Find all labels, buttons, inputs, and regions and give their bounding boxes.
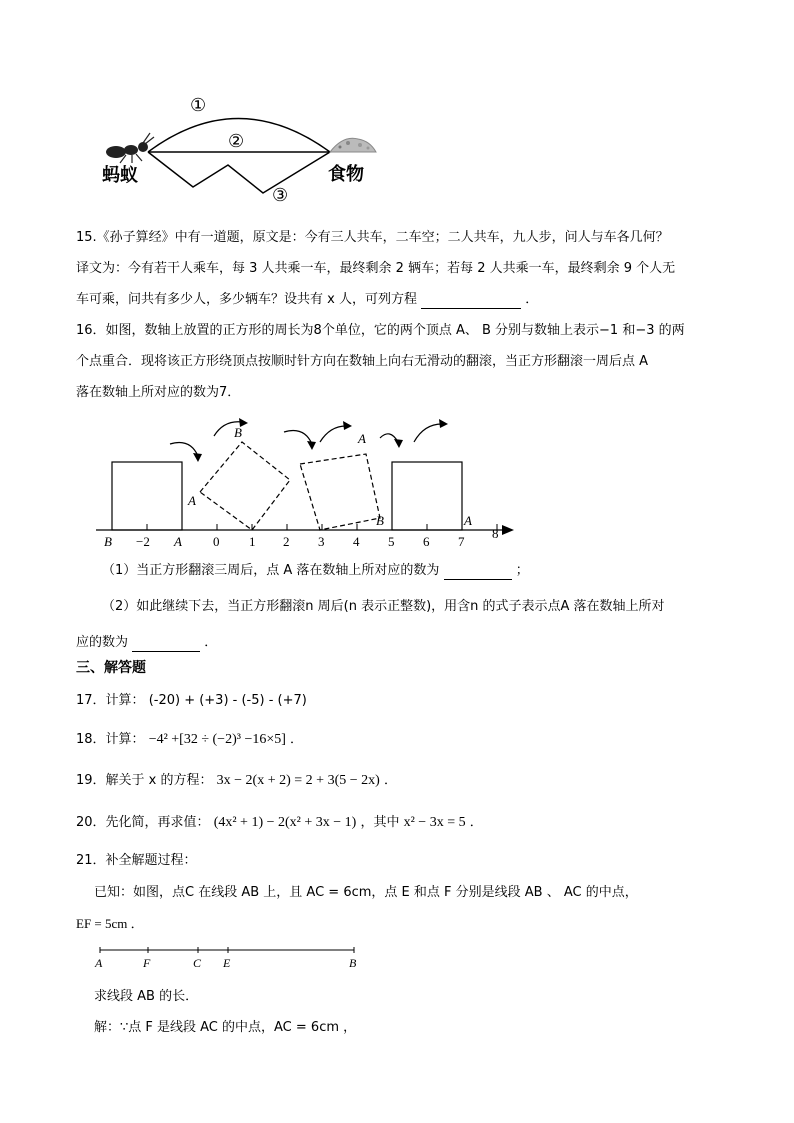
q15-answer-blank[interactable] — [421, 294, 521, 309]
seg-label-E: E — [223, 956, 231, 970]
food-pile-icon — [330, 138, 376, 152]
q18-label: 18．计算： — [76, 732, 145, 747]
q16-line1: 16．如图，数轴上放置的正方形的周长为8个单位，它的两个顶点 A、 B 分别与数轴上表示−1 和−3 的两 — [76, 323, 685, 338]
q17-label: 17．计算： — [76, 693, 145, 708]
q19 — [76, 772, 397, 790]
tick-label-0: 0 — [213, 534, 220, 549]
route-1-label: ① — [190, 95, 207, 116]
q20-mid: ，其中 — [360, 815, 400, 830]
seg-label-B: B — [349, 956, 357, 970]
square-end — [392, 462, 462, 530]
q20-end: ． — [469, 815, 483, 830]
tick-label-A: A — [174, 534, 182, 549]
q16-sub2: （2）如此继续下去，当正方形翻滚n 周后(n 表示正整数)，用含n 的式子表示点A 落在数轴上所对 — [102, 599, 665, 614]
route-2-label: ② — [228, 131, 245, 152]
tick-label-B: B — [104, 534, 112, 549]
food-label: 食物 — [328, 164, 364, 185]
q16-sub1-blank[interactable] — [444, 565, 512, 580]
q18-expr: −4² +[32 ÷ (−2)³ −16×5] — [148, 732, 286, 747]
vertex-label-A1: A — [188, 493, 196, 508]
tick-label-6: 6 — [423, 534, 430, 549]
q16-line3: 落在数轴上所对应的数为7． — [76, 385, 241, 400]
tick-label-2: 2 — [283, 534, 290, 549]
q16-sub2-blank[interactable] — [132, 637, 200, 652]
numberline-figure — [94, 418, 524, 553]
q18 — [76, 731, 303, 749]
q21-label: 21．补全解题过程： — [76, 853, 197, 868]
square-start — [112, 462, 182, 530]
q21-ask: 求线段 AB 的长． — [94, 989, 199, 1004]
ant-label: 蚂蚁 — [102, 165, 138, 186]
q16-sub2-cont — [76, 634, 217, 652]
vertex-label-A2: A — [358, 431, 366, 446]
vertex-label-B1: B — [234, 425, 242, 440]
segment-figure — [92, 944, 372, 974]
q20-cond: x² − 3x = 5 — [403, 815, 466, 830]
ant-food-figure — [98, 95, 388, 205]
seg-label-F: F — [143, 956, 151, 970]
q15-line1: 15.《孙子算经》中有一道题，原文是：今有三人共车，二车空；二人共车，九人步，问人与车各几何？ — [76, 230, 669, 245]
roll-arrow-6 — [414, 424, 442, 442]
tick-label-7: 7 — [458, 534, 465, 549]
tick-label-1: 1 — [249, 534, 256, 549]
q16-sub2-end: ． — [204, 635, 218, 650]
q20 — [76, 814, 483, 832]
square-rolling-1 — [200, 442, 290, 530]
q19-expr: 3x − 2(x + 2) = 2 + 3(5 − 2x) — [216, 773, 380, 788]
q21-given-b: EF = 5cm ． — [76, 916, 144, 931]
section-heading: 三、解答题 — [76, 660, 146, 676]
q21-given-a: 已知：如图，点C 在线段 AB 上，且 AC = 6cm，点 E 和点 F 分别是线段 AB 、 AC 的中点， — [94, 885, 638, 900]
route-3-zigzag — [148, 152, 330, 193]
tick-label-4: 4 — [353, 534, 360, 549]
seg-label-C: C — [193, 956, 202, 970]
q17-expr: (-20) + (+3) - (-5) - (+7) — [148, 693, 307, 708]
tick-label-minus2: −2 — [136, 534, 150, 549]
q15-end: ． — [525, 292, 539, 307]
q15-line3-text: 车可乘，问共有多少人，多少辆车？设共有 x 人，可列方程 — [76, 292, 417, 307]
tick-label-8: 8 — [492, 526, 499, 541]
q19-label: 19．解关于 x 的方程： — [76, 773, 213, 788]
vertex-label-B2: B — [376, 513, 384, 528]
tick-label-3: 3 — [318, 534, 325, 549]
q20-label: 20．先化简，再求值： — [76, 815, 210, 830]
q19-end: ． — [383, 773, 397, 788]
q15-line2: 译文为：今有若干人乘车，每 3 人共乘一车，最终剩余 2 辆车；若每 2 人共乘一车，最终剩余 9 个人无 — [76, 261, 676, 276]
q21-solution: 解：∵点 F 是线段 AC 的中点，AC = 6cm ， — [94, 1020, 357, 1035]
roll-arrow-4 — [320, 426, 346, 442]
q16-sub2-text: 应的数为 — [76, 635, 129, 650]
axis-arrow — [502, 525, 514, 535]
q16-sub1-text: （1）当正方形翻滚三周后，点 A 落在数轴上所对应的数为 — [102, 563, 440, 578]
q16-sub1-end: ； — [515, 563, 529, 578]
square-rolling-2 — [300, 454, 380, 530]
seg-label-A: A — [95, 956, 103, 970]
q15-line3 — [76, 291, 538, 309]
q17 — [76, 692, 307, 710]
ant-icon — [106, 133, 154, 163]
tick-label-5: 5 — [388, 534, 395, 549]
q16-sub1 — [102, 562, 529, 580]
q18-end: ． — [290, 732, 304, 747]
q20-expr: (4x² + 1) − 2(x² + 3x − 1) — [213, 815, 357, 830]
vertex-label-A3: A — [464, 513, 472, 528]
q16-line2: 个点重合．现将该正方形绕顶点按顺时针方向在数轴上向右无滑动的翻滚，当正方形翻滚一周后点 A — [76, 354, 649, 369]
route-3-label: ③ — [272, 185, 289, 206]
ticks — [112, 524, 497, 530]
